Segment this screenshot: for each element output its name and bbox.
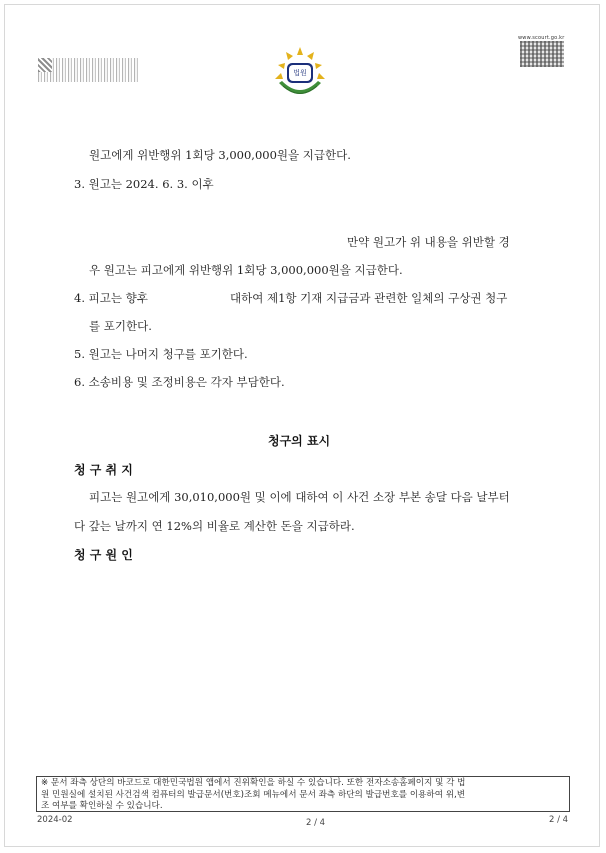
notice-line: ※ 문서 좌측 상단의 바코드로 대한민국법원 앱에서 진위확인을 하실 수 있습니다. 또한 전자소송홈페이지 및 각 법	[41, 778, 466, 788]
page-number-center: 2 / 4	[306, 818, 326, 828]
text-line: 대하여 제1항 기재 지급금과 관련한 일체의 구상권 청구	[230, 291, 508, 305]
barcode-image	[38, 58, 138, 82]
notice-line: 원 민원실에 설치된 사건검색 컴퓨터의 발급문서(번호)조회 메뉴에서 문서 좌측 하단의 발급번호를 이용하여 위,변	[41, 789, 466, 800]
page-number-right: 2 / 4	[549, 815, 569, 825]
emblem-label: 법원	[293, 69, 307, 77]
claim-cause-heading: 청 구 원 인	[74, 548, 133, 562]
qr-code-image	[520, 41, 564, 67]
text-line: 피고는 원고에게 30,010,000원 및 이에 대하여 이 사건 소장 부본 송달 다음 날부터	[89, 490, 510, 504]
text-line: 6. 소송비용 및 조정비용은 각자 부담한다.	[74, 375, 285, 389]
text-line: 다 갚는 날까지 연 12%의 비율로 계산한 돈을 지급하라.	[74, 519, 355, 533]
notice-line: 조 여부를 확인하실 수 있습니다.	[41, 801, 163, 812]
page-border	[4, 4, 600, 847]
section-title: 청구의 표시	[268, 434, 331, 448]
text-line: 를 포기한다.	[89, 319, 152, 333]
verification-notice	[36, 776, 570, 812]
text-line: 원고에게 위반행위 1회당 3,000,000원을 지급한다.	[89, 148, 351, 162]
text-line: 만약 원고가 위 내용을 위반할 경	[347, 235, 510, 249]
site-url: www.scourt.go.kr	[518, 35, 565, 41]
barcode-corner	[38, 58, 52, 72]
text-line: 우 원고는 피고에게 위반행위 1회당 3,000,000원을 지급한다.	[89, 263, 403, 277]
text-line: 4. 피고는 향후	[74, 291, 148, 305]
issue-number: 2024-02	[37, 815, 73, 825]
text-line: 3. 원고는 2024. 6. 3. 이후	[74, 177, 214, 191]
text-line: 5. 원고는 나머지 청구를 포기한다.	[74, 347, 248, 361]
claim-purpose-heading: 청 구 취 지	[74, 463, 133, 477]
